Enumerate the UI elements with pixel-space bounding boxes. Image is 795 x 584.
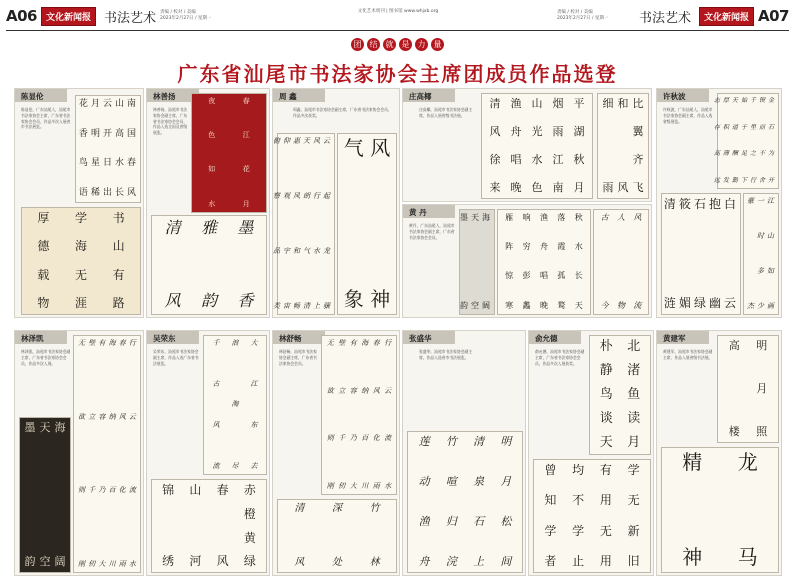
artist-name: 吴荣东: [147, 331, 199, 344]
calligraphy-column: 北 渚 鱼 读 月: [627, 339, 641, 451]
artist-panel: [402, 330, 526, 576]
calligraphy-artwork: [337, 133, 397, 315]
artist-bio: 林泽凯，汕尾市书法家协会副主席，广东省书法家协会会员，作品多次入展。: [21, 349, 71, 366]
calligraphy-column: 气 象: [343, 136, 364, 311]
glyph-columns: [78, 340, 136, 568]
folio-left: [6, 3, 238, 29]
calligraphy-artwork: [593, 209, 649, 315]
calligraphy-column: 金 石 为 开: [767, 97, 774, 184]
calligraphy-column: 风 神: [370, 136, 391, 311]
calligraphy-artwork: [191, 93, 267, 213]
glyph-columns: [273, 137, 330, 310]
calligraphy-column: 有 用 无 用: [599, 463, 612, 569]
glyph-columns: [342, 138, 392, 310]
glyph-columns: [26, 212, 136, 310]
calligraphy-artwork: [151, 215, 267, 315]
calligraphy-column: 学 海 无 涯: [74, 211, 87, 311]
glyph-columns: [594, 340, 646, 450]
calligraphy-column: 南 国 春 风: [126, 99, 136, 198]
glyph-columns: [412, 436, 518, 568]
calligraphy-artwork: [75, 95, 141, 203]
artist-bio: 吴荣东，汕尾市书法家协会副主席，作品入选广东省书法展览。: [153, 349, 199, 366]
artist-name: 黄 丹: [403, 205, 455, 218]
calligraphy-column: 清 泉 石 上: [473, 435, 485, 569]
calligraphy-column: 莲 动 渔 舟: [418, 435, 430, 569]
calligraphy-column: 江 山 如 画: [767, 197, 774, 310]
calligraphy-column: 雅 韵: [201, 218, 218, 311]
glyph-columns: [486, 98, 588, 194]
glyph-columns: [598, 214, 644, 310]
artist-panel: [402, 204, 652, 318]
calligraphy-column: 花 香 鸟 语: [78, 99, 88, 198]
glyph-columns: [80, 100, 136, 198]
badge: 量: [431, 38, 444, 51]
calligraphy-column: 山 河: [189, 483, 202, 569]
artist-name: 张盛华: [403, 331, 455, 344]
calligraphy-column: 抱 幽: [708, 197, 721, 311]
artist-panel: [272, 88, 400, 318]
calligraphy-column: 无 欲 则 刚: [326, 339, 334, 490]
artist-name: 俞允德: [529, 331, 581, 344]
calligraphy-artwork: [203, 335, 267, 475]
artist-name: 林舒畅: [273, 331, 325, 344]
calligraphy-column: 书 山 有 路: [112, 211, 125, 311]
badge: 就: [383, 38, 396, 51]
calligraphy-column: 壁 立 千 仞: [88, 339, 96, 568]
calligraphy-column: 天 朗 气 清: [303, 137, 310, 310]
calligraphy-column: 筱 媚: [678, 197, 691, 311]
calligraphy-column: 山 高 水 长: [114, 99, 124, 198]
badge: 结: [367, 38, 380, 51]
masthead-logo: 文化新闻报: [699, 7, 754, 26]
center-meta: 文化艺术周刊 | 图书馆 www.whjxb.org: [357, 9, 439, 14]
glyph-columns: [722, 340, 774, 438]
glyph-columns: [156, 220, 262, 310]
glyph-columns: [196, 98, 262, 208]
calligraphy-column: 和 风: [617, 97, 629, 195]
calligraphy-column: 有 容 乃 大: [349, 339, 357, 490]
calligraphy-artwork: [497, 209, 591, 315]
glyph-columns: [460, 213, 490, 310]
calligraphy-column: 山 光 水 色: [531, 97, 543, 195]
artist-bio: 黄建军，汕尾市书法家协会副主席，作品入展省级书法展。: [663, 349, 713, 360]
calligraphy-column: 古 今: [600, 213, 609, 310]
calligraphy-column: 壁 立 千 仞: [338, 339, 346, 490]
calligraphy-artwork: [21, 207, 141, 315]
calligraphy-column: 惠 风 和 畅: [293, 137, 300, 310]
calligraphy-column: 海 阔: [482, 213, 490, 310]
calligraphy-column: 雁 阵 惊 寒: [505, 213, 514, 310]
calligraphy-artwork: [273, 133, 335, 315]
artist-bio: 陈显伦，广东汕尾人，汕尾市书法家协会主席，广东省书法家协会会员，作品多次入展省市书法展览。: [21, 107, 71, 130]
calligraphy-artwork: [321, 335, 397, 495]
calligraphy-column: 无 欲 则 刚: [78, 339, 86, 568]
calligraphy-column: 月 明 星 稀: [90, 99, 100, 198]
calligraphy-column: 落 霞 孤 鹜: [557, 213, 566, 310]
calligraphy-column: 烟 雨 江 南: [552, 97, 564, 195]
folio-right: [557, 3, 789, 29]
artist-name: 林泽凯: [15, 331, 67, 344]
calligraphy-column: 豪 杰: [747, 197, 754, 310]
calligraphy-column: 有 容 乃 大: [98, 339, 106, 568]
calligraphy-column: 墨 香: [237, 218, 254, 311]
artist-name: 周 鑫: [273, 89, 325, 102]
calligraphy-column: 墨 韵: [24, 421, 36, 569]
calligraphy-column: 响 穷 彭 蠡: [522, 213, 531, 310]
artist-panel: [656, 330, 782, 576]
calligraphy-column: 白 云: [723, 197, 736, 311]
slogan-badges: [0, 38, 795, 51]
artist-panel: [528, 330, 654, 576]
artist-panel: [14, 330, 144, 576]
artist-panel: [272, 330, 400, 576]
calligraphy-artwork: [533, 459, 651, 573]
calligraphy-column: 春 风 化 雨: [372, 339, 380, 490]
artist-bio: 许秋波，广东汕尾人，汕尾市书法家协会副主席，作品入选省级展览。: [663, 107, 713, 124]
calligraphy-column: 春 风: [216, 483, 229, 569]
calligraphy-column: 春 江 花 月: [242, 97, 250, 208]
artist-name: 许秋波: [657, 89, 709, 102]
calligraphy-column: 朴 静 鸟 谈 天: [599, 339, 613, 451]
glyph-columns: [24, 422, 66, 568]
calligraphy-artwork: [597, 93, 649, 199]
calligraphy-column: 厚 德 载 物: [37, 211, 50, 311]
folio-meta: 责编 / 校对 / 美编 2023年2月27日 / 星期一: [160, 10, 212, 21]
calligraphy-column: 风 行 水 上: [313, 137, 320, 310]
calligraphy-column: 细 雨: [602, 97, 614, 195]
calligraphy-column: 天 空: [471, 213, 479, 310]
calligraphy-column: 精 神: [682, 450, 703, 569]
calligraphy-column: 清 风: [164, 218, 181, 311]
section-title: 书法艺术: [104, 10, 157, 26]
artist-bio: 庄高椰，汕尾市书法家协会副主席，作品入展省级书法展。: [419, 107, 473, 118]
calligraphy-column: 一 时 多 少: [757, 197, 764, 310]
calligraphy-column: 风 流: [633, 213, 642, 310]
calligraphy-column: 人 物: [617, 213, 625, 310]
calligraphy-column: 学 无 新 旧: [627, 463, 640, 569]
calligraphy-artwork: [589, 335, 651, 455]
artist-panel: [146, 330, 270, 576]
glyph-columns: [326, 340, 392, 490]
calligraphy-column: 曾 知 学 者: [544, 463, 557, 569]
glyph-columns: [666, 452, 774, 568]
badge: 是: [399, 38, 412, 51]
calligraphy-artwork: [713, 93, 779, 189]
calligraphy-column: 平 湖 秋 月: [573, 97, 585, 195]
badge: 团: [351, 38, 364, 51]
calligraphy-artwork: [151, 479, 267, 573]
artist-bio: 张盛华，汕尾市书法家协会副主席，作品入选省市书法展览。: [419, 349, 473, 360]
artist-bio: 黄丹，广东汕尾人，汕尾市书法家协会副主席，广东省书法家协会会员。: [409, 223, 455, 240]
calligraphy-column: 行 云 流 水: [128, 339, 136, 568]
artist-panel: [656, 88, 782, 318]
calligraphy-artwork: [661, 447, 779, 573]
calligraphy-column: 渔 舟 唱 晚: [539, 213, 548, 310]
calligraphy-artwork: [407, 431, 523, 573]
glyph-columns: [602, 98, 644, 194]
page-number: A06: [6, 7, 37, 25]
calligraphy-column: 海 纳 百 川: [108, 339, 116, 568]
glyph-columns: [502, 214, 586, 310]
calligraphy-column: 千 里 之 行: [749, 97, 756, 184]
artist-name: 陈显伦: [15, 89, 67, 102]
artist-panel: [146, 88, 270, 318]
calligraphy-artwork: [73, 335, 141, 573]
artist-bio: 周鑫，汕尾市书法家协会副主席，广东省书法家协会会员，作品多次获奖。: [293, 107, 392, 118]
artist-name: 庄高椰: [403, 89, 455, 102]
calligraphy-column: 秋 水 长 天: [574, 213, 583, 310]
calligraphy-column: 石 绿: [693, 197, 706, 311]
artist-bio: 林善扬，汕尾市书法家协会副主席，广东省书法家协会会员，作品入选全国及省级展览。: [153, 107, 188, 136]
calligraphy-column: 锲 而 不 舍: [758, 97, 765, 184]
section-title: 书法艺术: [638, 10, 691, 26]
artist-name: 黄建军: [657, 331, 709, 344]
calligraphy-column: 赤 橙 黄 绿: [243, 483, 256, 569]
calligraphy-artwork: [459, 209, 495, 315]
calligraphy-column: 高 楼: [728, 339, 740, 439]
calligraphy-column: 比 翼 齐 飞: [632, 97, 644, 195]
calligraphy-column: 厚 积 薄 发: [722, 97, 729, 184]
calligraphy-column: 大 江 东 去: [250, 339, 258, 470]
calligraphy-column: 墨 韵: [460, 213, 468, 310]
artist-panel: [402, 88, 652, 202]
calligraphy-column: 俯 察 品 类: [273, 137, 280, 310]
glyph-columns: [748, 198, 774, 310]
page-number: A07: [758, 7, 789, 25]
calligraphy-column: 行 云 流 水: [384, 339, 392, 490]
calligraphy-column: 明 月 照: [756, 339, 768, 439]
glyph-columns: [538, 464, 646, 568]
top-rule: [6, 30, 789, 31]
calligraphy-column: 夜 色 如 水: [208, 97, 216, 208]
calligraphy-column: 竹 林: [369, 503, 380, 568]
calligraphy-column: 清 风 徐 来: [489, 97, 501, 195]
calligraphy-column: 竹 喧 归 浣: [445, 435, 457, 569]
calligraphy-column: 龙 马: [737, 450, 758, 569]
artist-name: 林善扬: [147, 89, 199, 102]
artist-bio: 俞允德，汕尾市书法家协会副主席，广东省书法家协会会员，作品多次入展获奖。: [535, 349, 585, 366]
calligraphy-column: 明 月 松 间: [500, 435, 512, 569]
page-headline: 广东省汕尾市书法家协会主席团成员作品选登: [177, 62, 618, 86]
calligraphy-column: 浪 淘 尽: [231, 339, 239, 470]
calligraphy-column: 天 道 酬 勤: [731, 97, 738, 184]
glyph-columns: [713, 97, 774, 184]
calligraphy-column: 清 风: [294, 503, 305, 568]
calligraphy-column: 春 风 化 雨: [118, 339, 126, 568]
glyph-columns: [282, 504, 392, 568]
glyph-columns: [663, 197, 736, 311]
artist-panel: [14, 88, 144, 318]
calligraphy-column: 云 开 日 出: [102, 99, 112, 198]
calligraphy-column: 天 空: [39, 421, 51, 569]
glyph-columns: [208, 340, 262, 470]
calligraphy-column: 仰 观 宇 宙: [283, 137, 290, 310]
calligraphy-column: 锦 绣: [162, 483, 175, 569]
calligraphy-column: 渔 舟 唱 晚: [510, 97, 522, 195]
glyph-columns: [156, 484, 262, 568]
calligraphy-artwork: [277, 499, 397, 573]
calligraphy-artwork: [717, 335, 779, 443]
badge: 力: [415, 38, 428, 51]
calligraphy-artwork: [661, 193, 741, 315]
artist-bio: 林舒畅，汕尾市书法家协会副主席，广东省书法家协会会员。: [279, 349, 317, 366]
calligraphy-column: 海 阔: [54, 421, 66, 569]
calligraphy-column: 云 起 龙 骧: [323, 137, 330, 310]
calligraphy-column: 深 处: [331, 503, 342, 568]
calligraphy-column: 海 纳 百 川: [361, 339, 369, 490]
calligraphy-artwork: [743, 193, 779, 315]
calligraphy-column: 始 于 足 下: [740, 97, 747, 184]
calligraphy-column: 均 不 学 止: [572, 463, 585, 569]
calligraphy-artwork: [19, 417, 71, 573]
masthead-logo: 文化新闻报: [41, 7, 96, 26]
folio-meta: 责编 / 校对 / 美编 2023年2月27日 / 星期一: [556, 10, 609, 21]
calligraphy-column: 志 存 高 远: [713, 97, 720, 184]
calligraphy-column: 清 涟: [663, 197, 676, 311]
calligraphy-column: 千 古 风 流: [212, 339, 220, 470]
calligraphy-artwork: [481, 93, 593, 199]
